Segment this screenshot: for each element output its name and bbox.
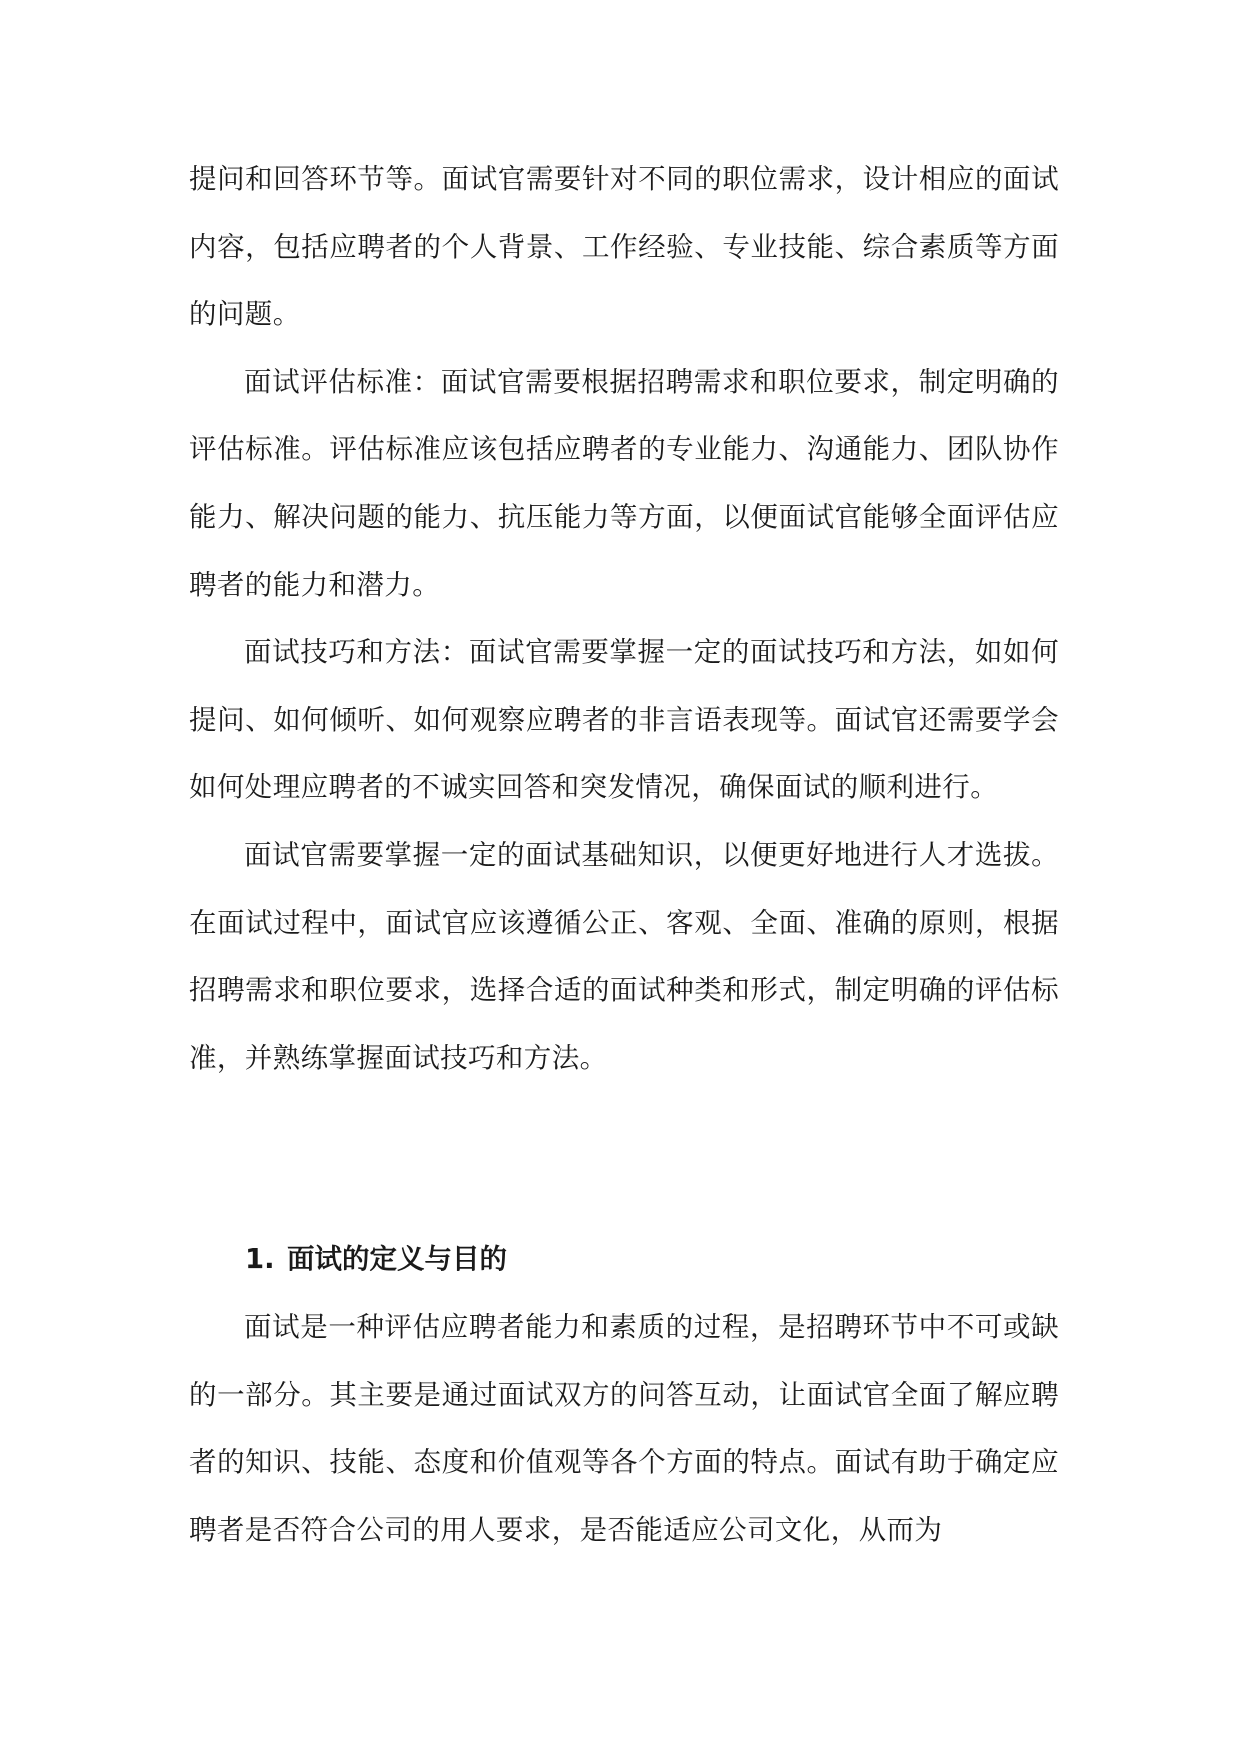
section-title: 面试的定义与目的: [287, 1243, 507, 1275]
paragraph-interview-content: 提问和回答环节等。面试官需要针对不同的职位需求，设计相应的面试内容，包括应聘者的个人背景、工作经验、专业技能、综合素质等方面的问题。: [189, 163, 1059, 331]
paragraph-interview-definition: 面试是一种评估应聘者能力和素质的过程，是招聘环节中不可或缺的一部分。其主要是通过面试双方的问答互动，让面试官全面了解应聘者的知识、技能、态度和价值观等各个方面的特点。面试有助于确定应聘者是否符合公司的用人要求，是否能适应公司文化，从而为: [189, 1311, 1059, 1546]
body-text-bottom: [189, 1294, 1059, 1564]
section-number: 1.: [245, 1243, 275, 1275]
body-text-top: [189, 146, 1059, 1092]
section-heading: [245, 1226, 1045, 1294]
paragraph-summary: 面试官需要掌握一定的面试基础知识，以便更好地进行人才选拔。在面试过程中，面试官应该遵循公正、客观、全面、准确的原则，根据招聘需求和职位要求，选择合适的面试种类和形式，制定明确的评估标准，并熟练掌握面试技巧和方法。: [189, 838, 1059, 1074]
paragraph-evaluation-standards: 面试评估标准：面试官需要根据招聘需求和职位要求，制定明确的评估标准。评估标准应该包括应聘者的专业能力、沟通能力、团队协作能力、解决问题的能力、抗压能力等方面，以便面试官能够全面评估应聘者的能力和潜力。: [189, 365, 1059, 601]
paragraph-interview-techniques: 面试技巧和方法：面试官需要掌握一定的面试技巧和方法，如如何提问、如何倾听、如何观察应聘者的非言语表现等。面试官还需要学会如何处理应聘者的不诚实回答和突发情况，确保面试的顺利进行。: [189, 636, 1059, 804]
